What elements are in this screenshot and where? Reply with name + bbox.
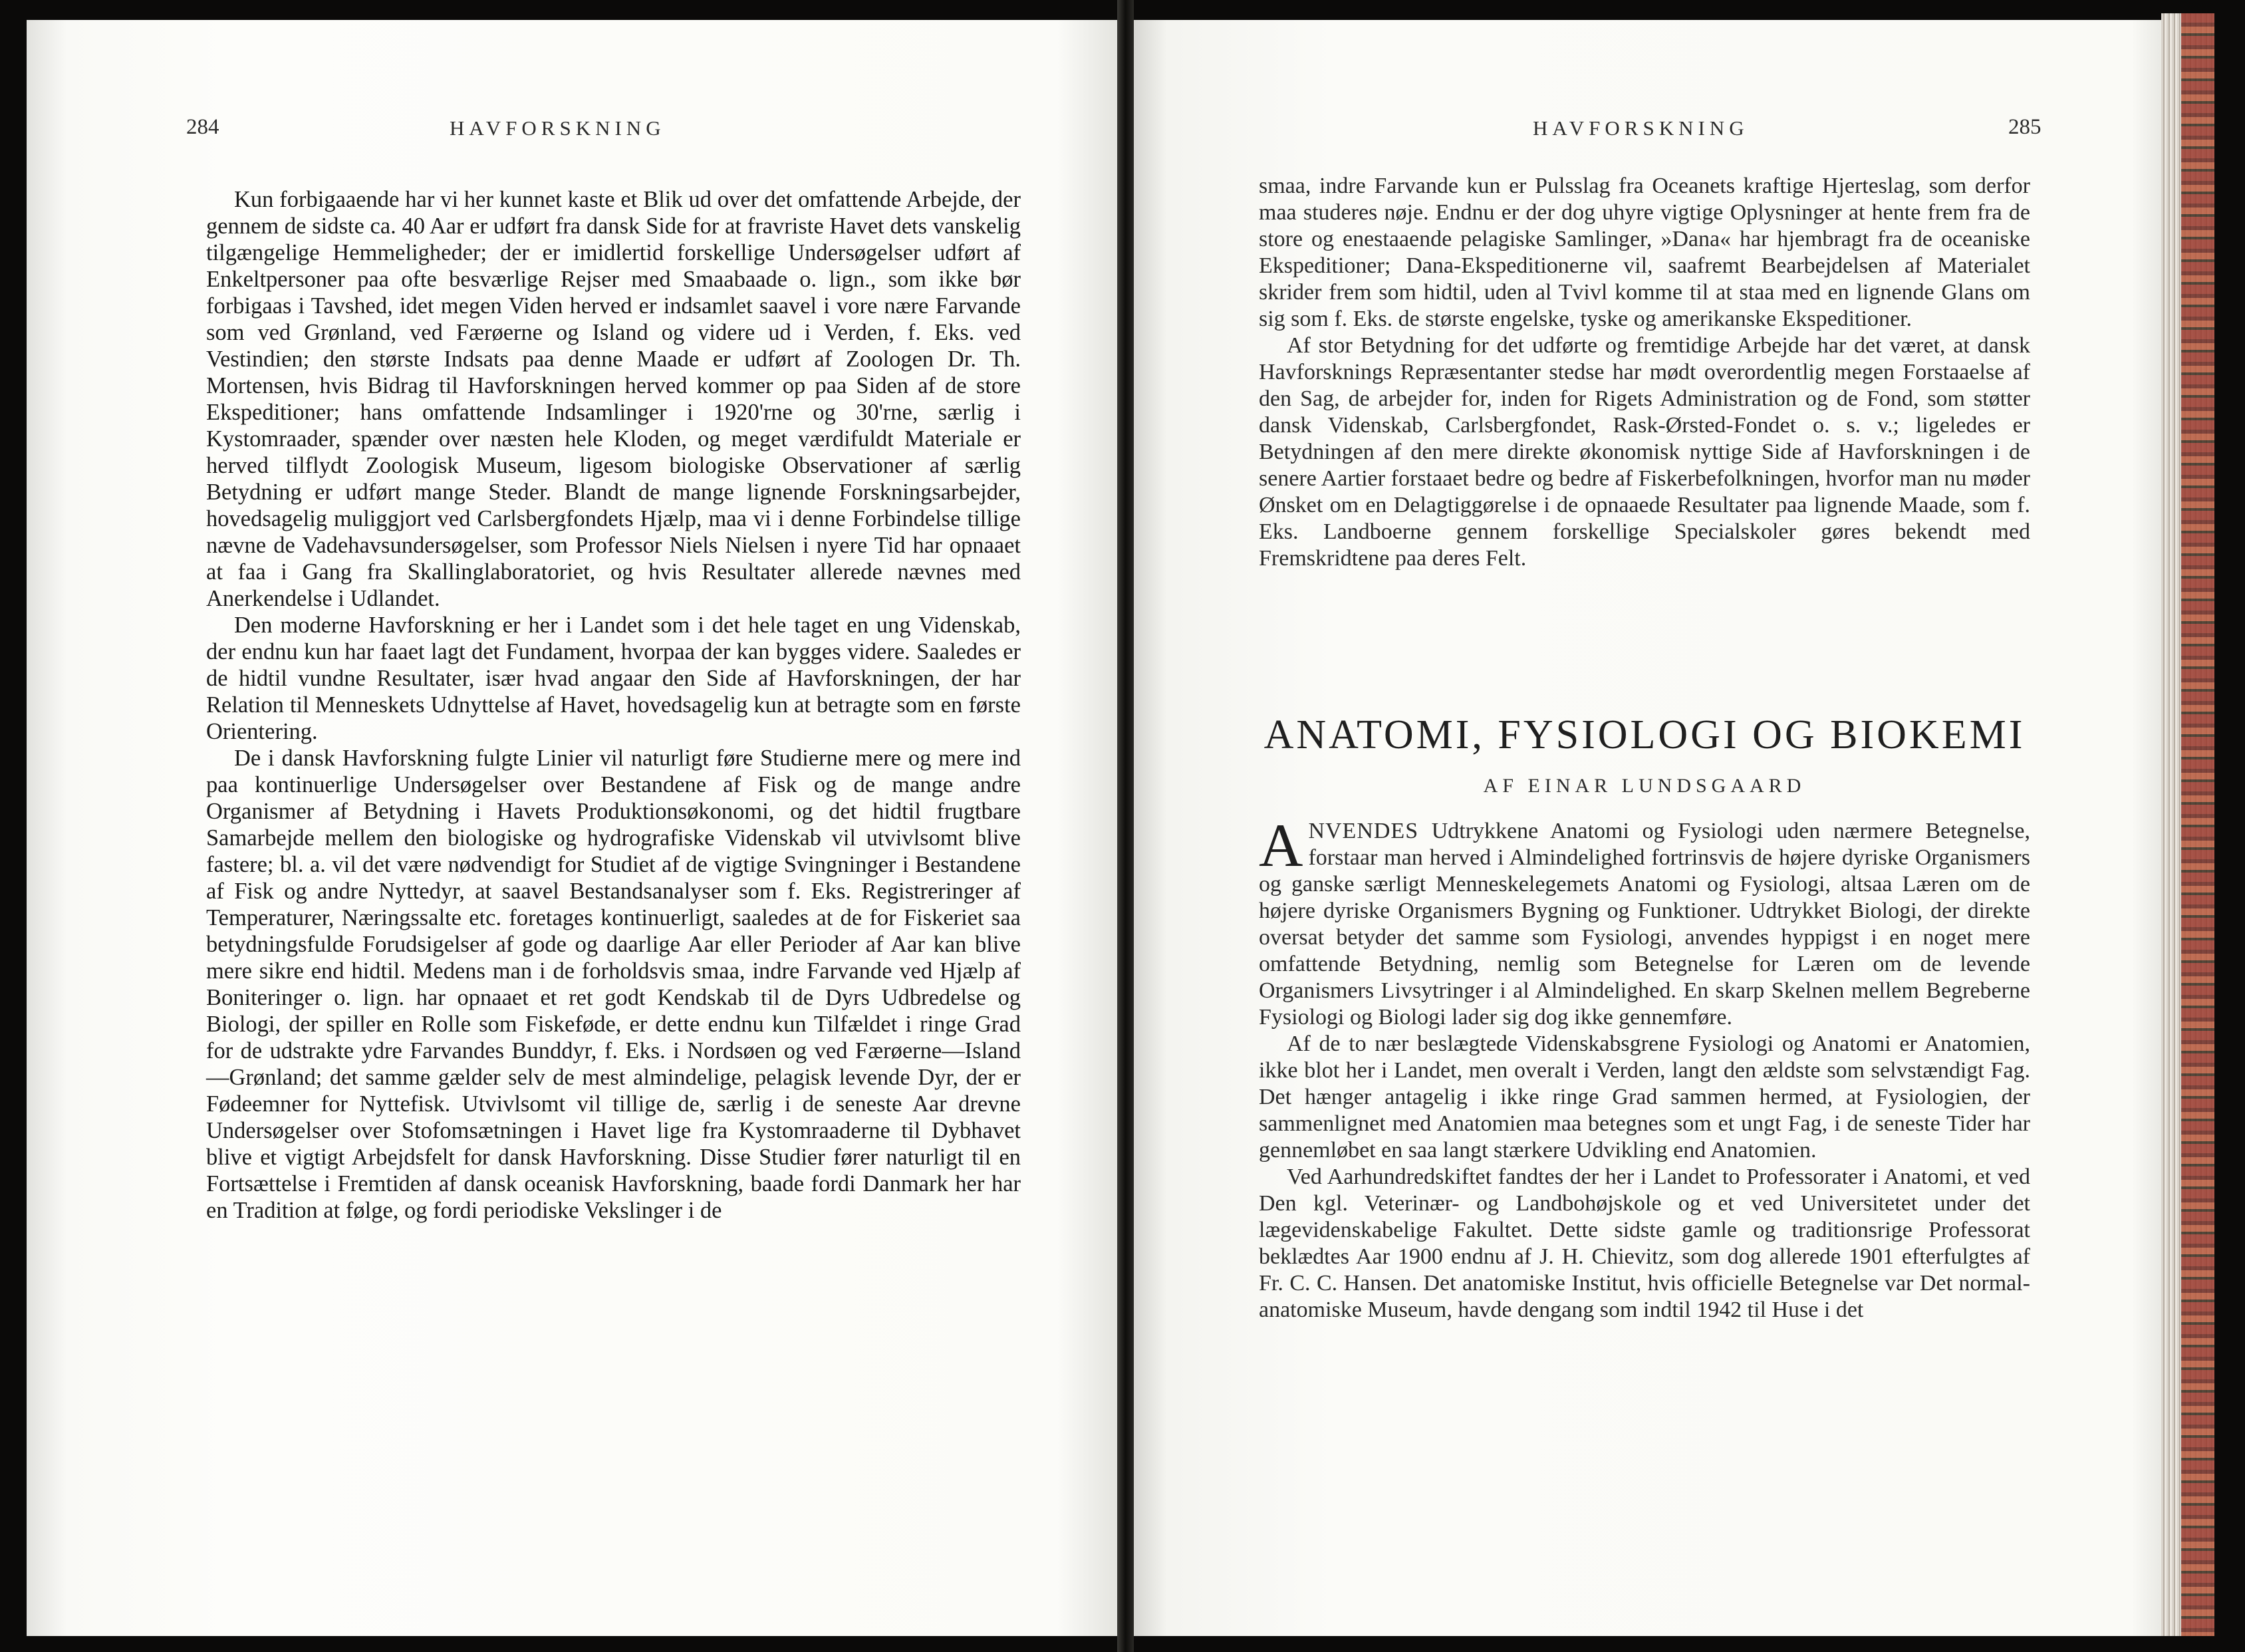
right-body-text-bottom: [1259, 811, 2030, 1323]
right-page: [1134, 20, 2161, 1636]
chapter-byline: AF EINAR LUNDSGAARD: [1483, 775, 1806, 797]
paragraph: Af de to nær beslægtede Videnskabsgrene Fysiologi og Anatomi er Anatomien, ikke blot her i Landet, men overalt i Verden, langt den ældste som selvstændigt Fag. Det hænger antagelig i ikke ringe Grad sammen hermed, at Fysiologien, der sammenlignet med Anatomien maa betegnes som et ungt Fag, i de seneste Tider har gennemløbet en saa langt stærkere Udvikling end Anatomien.: [1259, 1032, 2030, 1163]
running-head-left: HAVFORSKNING: [450, 116, 666, 140]
book-gutter: [1117, 0, 1134, 1652]
paragraph: Den moderne Havforskning er her i Landet som i det hele taget en ung Videnskab, der endnu kun har faaet lagt det Fundament, hvorpaa der kan bygges videre. Saaledes er de hidtil vundne Resultater, især hvad angaar den Side af Havforskningen, der har Relation til Menneskets Udnyttelse af Havet, hovedsagelig kun at betragte som en første Orientering.: [206, 613, 1021, 744]
paragraph: Af stor Betydning for det udførte og fremtidige Arbejde har det været, at dansk Havforsknings Repræsentanter stedse har mødt overordentlig megen Forstaaelse af den Sag, de arbejder for, inden for Rigets Administration og de Fond, som støtter dansk Videnskab, Carlsbergfondet, Rask-Ørsted-Fondet o. s. v.; ligeledes er Betydningen af den mere direkte økonomisk nyttige Side af Havforskningen i de senere Aartier forstaaet bedre og bedre af Fiskerbefolkningen, hvorfor man nu møder Ønsket om en Delagtiggørelse i de opnaaede Resultater paa lignende Maade, som f. Eks. Landboerne gennem forskellige Specialskoler gøres bekendt med Fremskridtene paa deres Felt.: [1259, 333, 2030, 571]
chapter-title: ANATOMI, FYSIOLOGI OG BIOKEMI: [1263, 712, 2026, 757]
lead-word: NVENDES: [1308, 819, 1419, 843]
page-number-right: 285: [2008, 115, 2042, 139]
first-paragraph-text: Udtrykkene Anatomi og Fysiologi uden nærmere Betegnelse, forstaar man herved i Almindelighed fortrinsvis de højere dyriske Organismers og ganske særligt Menneskelegemets Anatomi og Fysiologi, altsaa Læren om de højere dyriske Organismers Bygning og Funktioner. Udtrykket Biologi, der direkte oversat betyder det samme som Fysiologi, anvendes hyppigst i en noget mere omfattende Betydning, nemlig som Betegnelse for Læren om de levende Organismers Livsytringer i al Almindelighed. En skarp Skelnen mellem Begreberne Fysiologi og Biologi lader sig dog ikke gennemføre.: [1259, 819, 2030, 1030]
left-body-text: [206, 186, 1021, 1224]
paragraph: Ved Aarhundredskiftet fandtes der her i Landet to Professorater i Anatomi, et ved Den kgl. Veterinær- og Landbohøjskole og et ved Universitetet under det lægevidenskabelige Fakultet. Dette sidste gamle og traditionsrige Professorat beklædtes Aar 1900 endnu af J. H. Chievitz, som dog allerede 1901 efterfulgtes af Fr. C. C. Hansen. Det anatomiske Institut, hvis officielle Betegnelse var Det normal-anatomiske Museum, havde dengang som indtil 1942 til Huse i det: [1259, 1165, 2030, 1322]
paragraph: Kun forbigaaende har vi her kunnet kaste et Blik ud over det omfattende Arbejde, der gennem de sidste ca. 40 Aar er udført fra dansk Side for at fravriste Havet dets vanskelig tilgængelige Hemmeligheder; der er imidlertid forskellige Undersøgelser udført af Enkeltpersoner paa ofte besværlige Rejser med Smaabaade o. lign., som ikke bør forbigaas i Tavshed, idet megen Viden herved er indsamlet saavel i vore nære Farvande som ved Grønland, ved Færøerne og Island og videre ud i Verden, f. Eks. ved Vestindien; den største Indsats paa denne Maade er udført af Zoologen Dr. Th. Mortensen, hvis Bidrag til Havforskningen herved kommer op paa Siden af de store Ekspeditioner; hans omfattende Indsamlinger i 1920'rne og 30'rne, særlig i Kystomraader, spænder over næsten hele Kloden, og meget værdifuldt Materiale er herved tilflydt Zoologisk Museum, ligesom biologiske Observationer af særlig Betydning er udført mange Steder. Blandt de mange lignende Forskningsarbejder, hovedsagelig muliggjort ved Carlsbergfondets Hjælp, maa vi i denne Forbindelse tillige nævne de Vadehavsundersøgelser, som Professor Niels Nielsen i nyere Tid har opnaaet at faa i Gang fra Skallinglaboratoriet, og hvis Resultater allerede nævnes med Anerkendelse i Udlandet.: [206, 187, 1021, 611]
page-edges: [2161, 13, 2214, 1636]
paragraph: smaa, indre Farvande kun er Pulsslag fra Oceanets kraftige Hjerteslag, som derfor maa studeres nøje. Endnu er der dog uhyre vigtige Oplysninger at hente frem fra de store og enestaaende pelagiske Samlinger, »Dana« har hjembragt fra de oceaniske Ekspeditioner; Dana-Ekspeditionerne vil, saafremt Bearbejdelsen af Materialet skrider frem som hidtil, uden al Tvivl komme til at staa med en lignende Glans om sig som f. Eks. de største engelske, tyske og amerikanske Ekspeditioner.: [1259, 174, 2030, 331]
paragraph: De i dansk Havforskning fulgte Linier vil naturligt føre Studierne mere og mere ind paa kontinuerlige Undersøgelser over Bestandene af Fisk og de mange andre Organismer af Betydning i Havets Produktionsøkonomi, og det hidtil frugtbare Samarbejde mellem den biologiske og hydrografiske Videnskab vil utvivlsomt blive fastere; bl. a. vil det være nødvendigt for Studiet af de vigtige Svingninger i Bestandene af Fisk og andre Nyttedyr, at saavel Bestandsanalyser som f. Eks. Registreringer af Temperaturer, Næringssalte etc. foretages kontinuerligt, saaledes at de for Fiskeriet saa betydningsfulde Forudsigelser af gode og daarlige Aar eller Perioder af Aar kan blive mere sikre end hidtil. Medens man i de forholdsvis smaa, indre Farvande ved Hjælp af Boniteringer o. lign. har opnaaet et ret godt Kendskab til de Dyrs Udbredelse og Biologi, der spiller en Rolle som Fiskeføde, er dette endnu kun Tilfældet i ringe Grad for de udstrakte ydre Farvandes Bunddyr, f. Eks. i Nordsøen og ved Færøerne—Island—Grønland; det samme gælder selv de mest almindelige, pelagisk levende Dyr, der er Fødeemner for Nyttefisk. Utvivlsomt vil tillige de, særlig i de seneste Aar drevne Undersøgelser over Stofomsætningen i Havet lige fra Kystomraaderne til Dybhavet blive et vigtigt Arbejdsfelt for dansk Havforskning. Disse Studier fører naturligt til en Fortsættelse i Fremtiden af dansk oceanisk Havforskning, baade fordi Danmark her har en Tradition at følge, og fordi periodiske Vekslinger i de: [206, 746, 1021, 1223]
right-body-text-top: [1259, 173, 2030, 572]
running-head-right: HAVFORSKNING: [1533, 116, 1749, 140]
left-page: [27, 20, 1117, 1636]
drop-cap: A: [1259, 811, 1303, 879]
first-paragraph: [1259, 811, 2030, 1031]
page-number-left: 284: [186, 115, 219, 139]
